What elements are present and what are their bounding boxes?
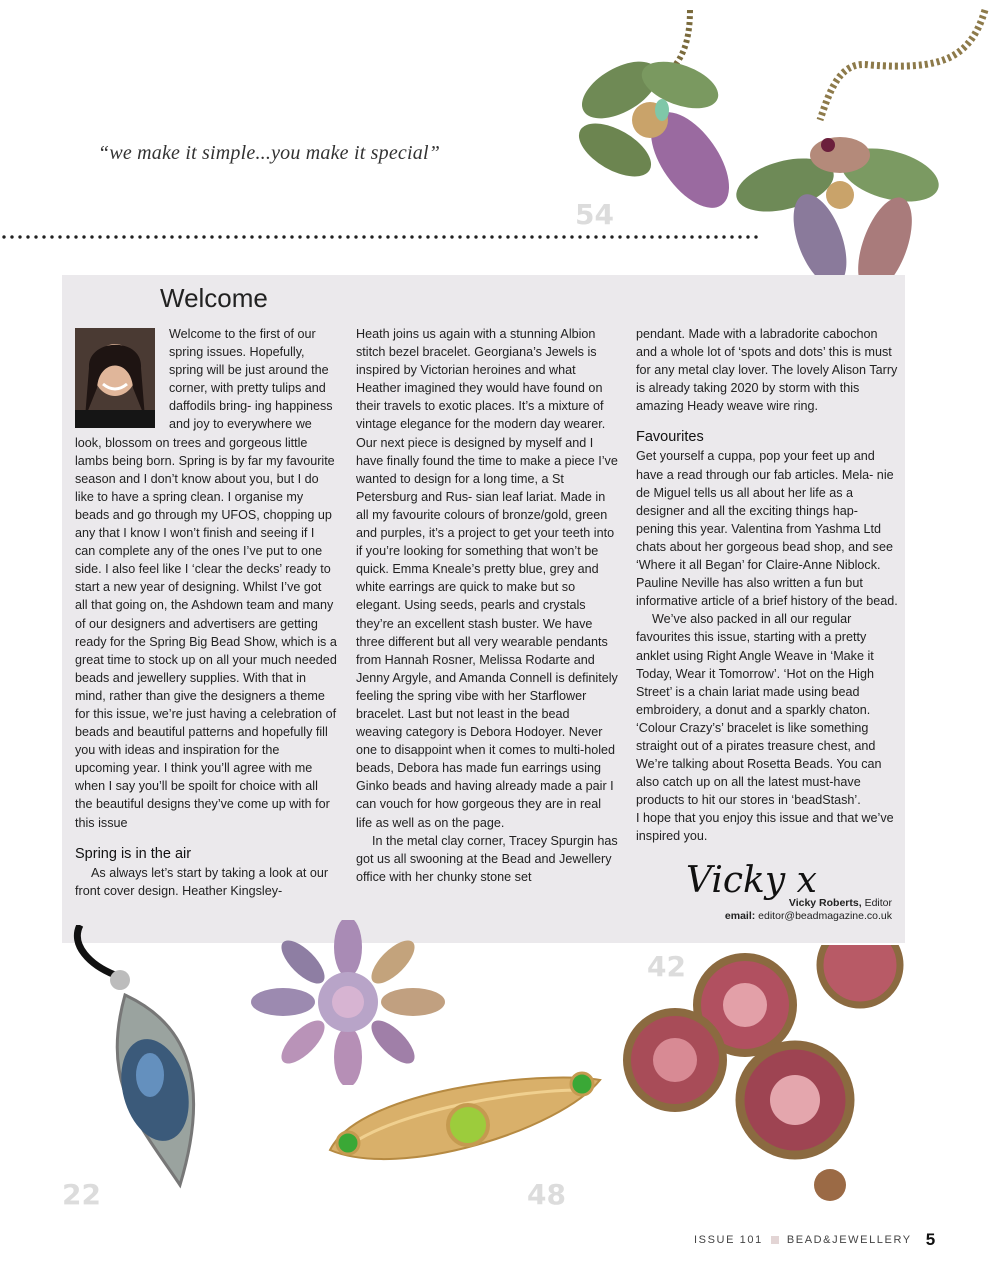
column3-paragraph-4: I hope that you enjoy this issue and that we’ve inspired you. [636, 811, 894, 844]
column3-paragraph-3: We’ve also packed in all our regular favourites this issue, starting with a pretty anklet using Right Angle Weave in ‘Make it Today, Wear it Tomorrow’. ‘Hot on the High Street’ is a chain lariat made using bead embroidery, a donut and a sparkly chaton. ‘Colour Crazy’s’ bracelet is like something straight out of a pirates treasure chest, and We’re talking about Rosetta Beads. You can also catch up on all the latest must-have products to hit our stores in ‘beadStash’. [636, 612, 882, 808]
page-number: 5 [925, 1230, 936, 1249]
footer-separator [771, 1236, 779, 1244]
heading-favourites: Favourites [636, 429, 704, 446]
magazine-name: BEAD&JEWELLERY [786, 1234, 912, 1246]
column2-paragraph-2: In the metal clay corner, Tracey Spurgin has got us all swooning at the Bead and Jewellery office with her chunky stone set [356, 833, 618, 884]
heading-spring: Spring is in the air [75, 845, 192, 862]
editor-portrait [75, 328, 155, 428]
article-column-1 [75, 325, 337, 900]
page-ref-22: 22 [62, 1178, 101, 1211]
column2-paragraph-1: Heath joins us again with a stunning Albion stitch bezel bracelet. Georgiana’s Jewels is inspired by Victorian heroines and what Heather imagined they would have found on their travels to exotic places. It’s a mixture of vintage elegance for the modern day wearer. Our next piece is designed by myself and I have finally found the time to make a piece I’ve wanted to design for a long time, a St Petersburg and Rus- sian leaf lariat. Made in all my favourite colours of bronze/gold, green and purples, it’s a project to get your teeth into if you’re looking for something that won’t be quick. Emma Kneale’s pretty blue, grey and white earrings are quick to make but so elegant. Using seeds, pearls and crystals they’re an excellent stash buster. We have three different but all very wearable pendants from Hannah Rosner, Melissa Rodarte and Jenny Argyle, and Amanda Connell is definitely feeling the spring vibe with her Starflower bracelet. Last but not least in the bead weaving category is Debora Hodoyer. Never one to disappoint when it comes to multi-holed beads, Debora has made fun earrings using Ginko beads and having already made a pair I can vouch for how gorgeous they are in real life as well as on the page. [356, 327, 618, 830]
editor-photo [75, 328, 155, 428]
intro-paragraph: Welcome to the first of our spring issues. Hopefully, spring will be just around the corner, with pretty tulips and daffodils bring- ing happiness and joy to everywhere we look, blossom on trees and gorgeous little lambs being born. Spring is by far my favourite season and I don’t know about you, but I do like to have a spring clean. I organise my beads and go through my UFOS, chopping up any that I know I won’t finish and seeing if I can complete any of the ones I’ve put to one side. I also feel like I ‘clear the decks’ ready to start a new year of designing. Whilst I’ve got all that going on, the Ashdown team and many of our designers and advertisers are getting ready for the Spring Big Bead Show, which is a great time to stock up on all your much needed beads and jewellery supplies. With that in mind, rather than give the designers a theme for this issue, we’re just having a celebration of beads and beautiful patterns and hopefully fill you with ideas and inspiration for the upcoming year. I think you’ll agree with me when I say you’ll be spoilt for choice with all the beautiful designs they’ve come up with for this issue [75, 327, 337, 830]
page-footer [694, 1230, 935, 1250]
page-ref-48: 48 [527, 1178, 566, 1211]
editor-signature: Vicky x [686, 860, 817, 901]
column3-paragraph-2: Get yourself a cuppa, pop your feet up and have a read through our fab articles. Mela- nie de Miguel tells us all about her life as a designer and all the exciting things hap- pening this year. Valentina from Yashma Ltd chats about her gorgeous bead shop, and see ‘Where it all Began’ for Claire-Anne Niblock. Pauline Neville has also written a fun but informative article of a brief history of the bead. [636, 449, 898, 609]
editor-name: Vicky Roberts, [788, 897, 862, 909]
issue-number: ISSUE 101 [694, 1234, 763, 1246]
page-ref-54: 54 [575, 198, 614, 231]
wire-ring-photo [320, 1050, 610, 1200]
labradorite-pendant-photo [60, 925, 230, 1200]
editor-credit [725, 897, 892, 923]
article-title: Welcome [160, 283, 268, 313]
magazine-tagline: “we make it simple...you make it special” [98, 142, 441, 164]
email-label: email: [724, 910, 756, 922]
editor-role: Editor [864, 897, 892, 909]
leaf-lariat-photo [540, 0, 995, 300]
article-column-2 [356, 325, 618, 886]
article-column-3 [636, 325, 898, 846]
page-ref-42: 42 [647, 950, 686, 983]
spring-paragraph: As always let’s start by taking a look at our front cover design. Heather Kingsley- [75, 865, 329, 898]
column3-paragraph-1: pendant. Made with a labradorite cabochon and a whole lot of ‘spots and dots’ this is must for any metal clay lover. The lovely Alison Tarry is already taking 2020 by storm with this amazing Heady weave wire ring. [636, 327, 898, 414]
stone-bracelet-photo [615, 945, 915, 1205]
editor-email[interactable]: editor@beadmagazine.co.uk [758, 910, 892, 922]
